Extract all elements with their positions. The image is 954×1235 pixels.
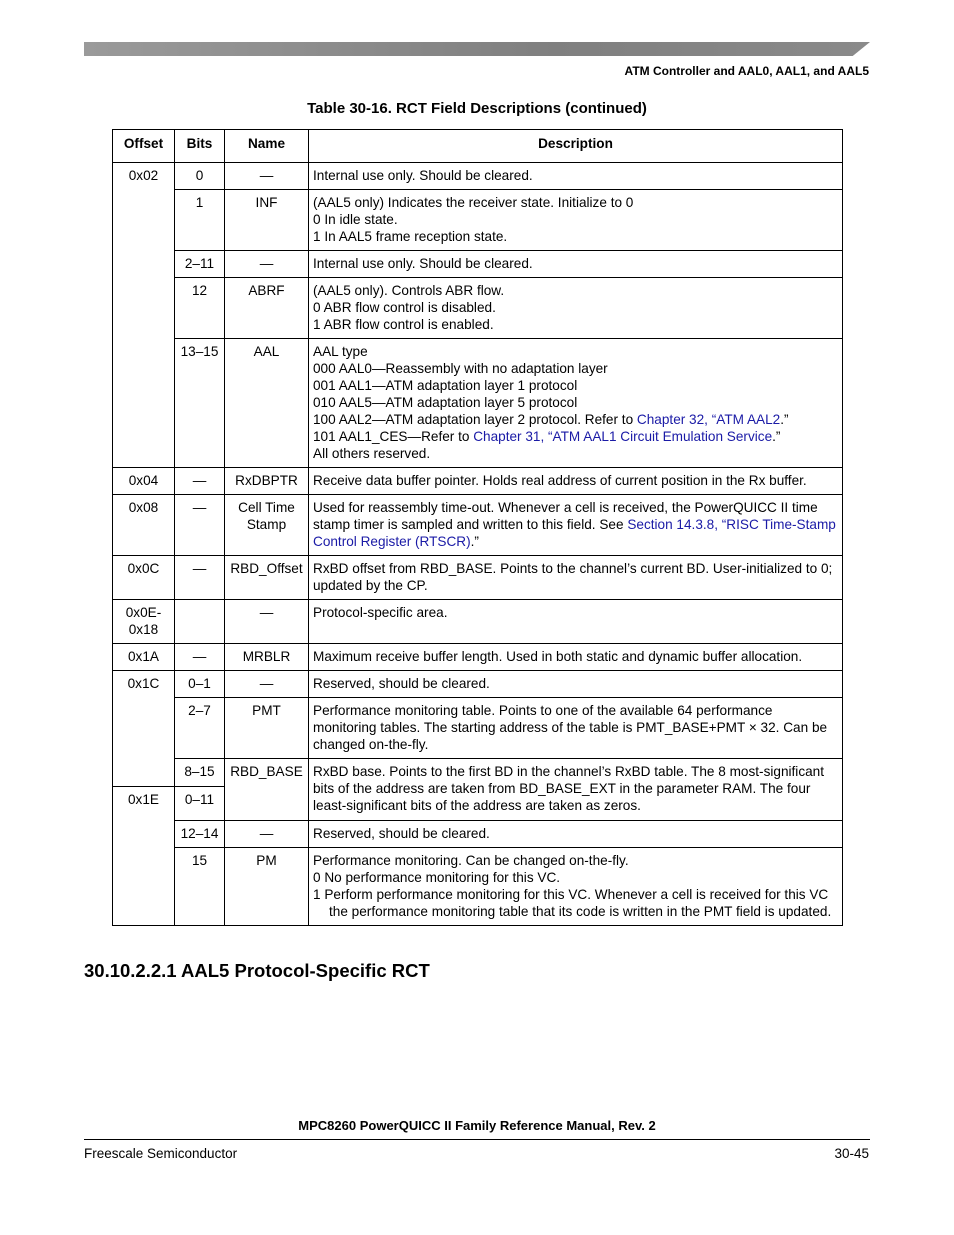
rct-field-table	[112, 129, 843, 926]
name-cell: —	[225, 163, 309, 190]
name-cell: INF	[225, 190, 309, 251]
description-line: Performance monitoring. Can be changed on-the-fly.	[313, 853, 629, 868]
footer-manual-title: MPC8260 PowerQUICC II Family Reference Manual, Rev. 2	[298, 1118, 656, 1133]
description-line: All others reserved.	[313, 446, 431, 461]
footer-publisher: Freescale Semiconductor	[84, 1146, 238, 1161]
description-line: 010 AAL5—ATM adaptation layer 5 protocol	[313, 395, 578, 410]
bits-cell: 2–11	[175, 251, 225, 278]
description-line: Performance monitoring table. Points to one of the available 64 performance monitoring tables. The starting address of the table is PMT_BASE+PMT × 32. Can be changed on-the-fly.	[313, 703, 828, 752]
offset-cell: 0x1C	[113, 671, 175, 787]
page-number: 30-45	[834, 1146, 869, 1161]
footer-divider	[84, 1139, 870, 1140]
column-header-offset: Offset	[113, 130, 175, 163]
description-cell	[309, 600, 843, 644]
bits-cell: 1	[175, 190, 225, 251]
name-cell: RBD_Offset	[225, 556, 309, 600]
description-line: 0 In idle state.	[313, 212, 398, 227]
table-row	[113, 821, 843, 848]
description-cell	[309, 190, 843, 251]
running-header: ATM Controller and AAL0, AAL1, and AAL5	[624, 64, 869, 78]
description-line: Internal use only. Should be cleared.	[313, 168, 533, 183]
table-row	[113, 698, 843, 759]
description-cell	[309, 644, 843, 671]
bits-cell: —	[175, 495, 225, 556]
name-cell: MRBLR	[225, 644, 309, 671]
description-cell	[309, 495, 843, 556]
description-cell	[309, 848, 843, 926]
offset-cell: 0x1E	[113, 787, 175, 926]
description-cell	[309, 556, 843, 600]
offset-cell: 0x0C	[113, 556, 175, 600]
table-row	[113, 600, 843, 644]
bits-cell: 0–1	[175, 671, 225, 698]
name-cell: —	[225, 600, 309, 644]
section-14-3-8-link[interactable]: Section 14.3.8, “RISC Time-Stamp Control Register (RTSCR)	[313, 517, 836, 549]
name-cell: ABRF	[225, 278, 309, 339]
description-line: 000 AAL0—Reassembly with no adaptation layer	[313, 361, 608, 376]
table-row	[113, 339, 843, 468]
table-row	[113, 644, 843, 671]
description-line: 1 Perform performance monitoring for this VC. Whenever a cell is received for this VC the performance monitoring table that its code is written in the PMT field is updated.	[313, 887, 832, 919]
bits-cell: 12–14	[175, 821, 225, 848]
name-cell: —	[225, 671, 309, 698]
description-cell	[309, 821, 843, 848]
chapter-31-link[interactable]: Chapter 31, “ATM AAL1 Circuit Emulation Service	[473, 429, 773, 444]
description-line: Internal use only. Should be cleared.	[313, 256, 533, 271]
table-row	[113, 278, 843, 339]
bits-cell: 2–7	[175, 698, 225, 759]
description-text: .”	[470, 534, 479, 549]
bits-cell: 12	[175, 278, 225, 339]
name-cell: PM	[225, 848, 309, 926]
description-line	[313, 411, 838, 428]
description-cell	[309, 251, 843, 278]
bits-cell: 8–15	[175, 759, 225, 787]
description-line: Receive data buffer pointer. Holds real address of current position in the Rx buffer.	[313, 473, 807, 488]
description-cell	[309, 278, 843, 339]
description-text: Used for reassembly time-out. Whenever a cell is received, the PowerQUICC II time stamp timer is sampled and written to this field. See	[313, 500, 818, 532]
description-line: Protocol-specific area.	[313, 605, 448, 620]
description-line: 0 No performance monitoring for this VC.	[313, 870, 561, 885]
bits-cell: —	[175, 468, 225, 495]
bits-cell: —	[175, 556, 225, 600]
offset-cell: 0x0E-0x18	[113, 600, 175, 644]
table-header-row	[113, 130, 843, 163]
name-cell: RBD_BASE	[225, 759, 309, 821]
offset-cell: 0x04	[113, 468, 175, 495]
offset-cell: 0x1A	[113, 644, 175, 671]
table-row	[113, 671, 843, 698]
header-bar	[84, 42, 870, 56]
bits-cell: 0–11	[175, 787, 225, 821]
section-heading: 30.10.2.2.1 AAL5 Protocol-Specific RCT	[84, 960, 430, 981]
description-text: 100 AAL2—ATM adaptation layer 2 protocol. Refer to	[313, 412, 637, 427]
chapter-32-link[interactable]: Chapter 32, “ATM AAL2	[636, 412, 781, 427]
table-row	[113, 495, 843, 556]
bits-cell: —	[175, 644, 225, 671]
description-line: RxBD base. Points to the first BD in the channel’s RxBD table. The 8 most-significant bits of the address are taken from BD_BASE_EXT in the parameter RAM. The four least-significant bits of the address are taken as zeros.	[313, 764, 825, 813]
offset-cell: 0x02	[113, 163, 175, 468]
description-line: 1 ABR flow control is enabled.	[313, 317, 494, 332]
description-line: (AAL5 only) Indicates the receiver state. Initialize to 0	[313, 195, 634, 210]
table-row	[113, 190, 843, 251]
description-line	[313, 428, 838, 445]
bits-cell: 0	[175, 163, 225, 190]
table-row	[113, 848, 843, 926]
name-cell: PMT	[225, 698, 309, 759]
name-cell: —	[225, 821, 309, 848]
description-cell	[309, 163, 843, 190]
table-row	[113, 163, 843, 190]
bits-cell: 15	[175, 848, 225, 926]
column-header-description: Description	[309, 130, 843, 163]
name-cell: RxDBPTR	[225, 468, 309, 495]
description-line: 1 In AAL5 frame reception state.	[313, 229, 508, 244]
table-row	[113, 468, 843, 495]
column-header-name: Name	[225, 130, 309, 163]
table-row	[113, 251, 843, 278]
description-line: RxBD offset from RBD_BASE. Points to the channel’s current BD. User-initialized to 0; updated by the CP.	[313, 561, 833, 593]
name-cell: AAL	[225, 339, 309, 468]
name-cell: Cell Time Stamp	[225, 495, 309, 556]
description-text: .”	[772, 429, 781, 444]
description-cell	[309, 698, 843, 759]
description-line: 0 ABR flow control is disabled.	[313, 300, 496, 315]
table-row	[113, 556, 843, 600]
description-text: .”	[780, 412, 789, 427]
description-line: Maximum receive buffer length. Used in both static and dynamic buffer allocation.	[313, 649, 803, 664]
description-text: 101 AAL1_CES—Refer to	[313, 429, 474, 444]
description-line: Reserved, should be cleared.	[313, 826, 490, 841]
description-line: AAL type	[313, 344, 368, 359]
column-header-bits: Bits	[175, 130, 225, 163]
bits-cell: 13–15	[175, 339, 225, 468]
name-cell: —	[225, 251, 309, 278]
description-cell	[309, 468, 843, 495]
description-cell	[309, 671, 843, 698]
table-row	[113, 759, 843, 787]
description-cell	[309, 339, 843, 468]
description-line: 001 AAL1—ATM adaptation layer 1 protocol	[313, 378, 578, 393]
offset-cell: 0x08	[113, 495, 175, 556]
description-line: Reserved, should be cleared.	[313, 676, 490, 691]
description-cell	[309, 759, 843, 821]
description-line: (AAL5 only). Controls ABR flow.	[313, 283, 505, 298]
table-title: Table 30-16. RCT Field Descriptions (continued)	[307, 100, 647, 117]
bits-cell	[175, 600, 225, 644]
